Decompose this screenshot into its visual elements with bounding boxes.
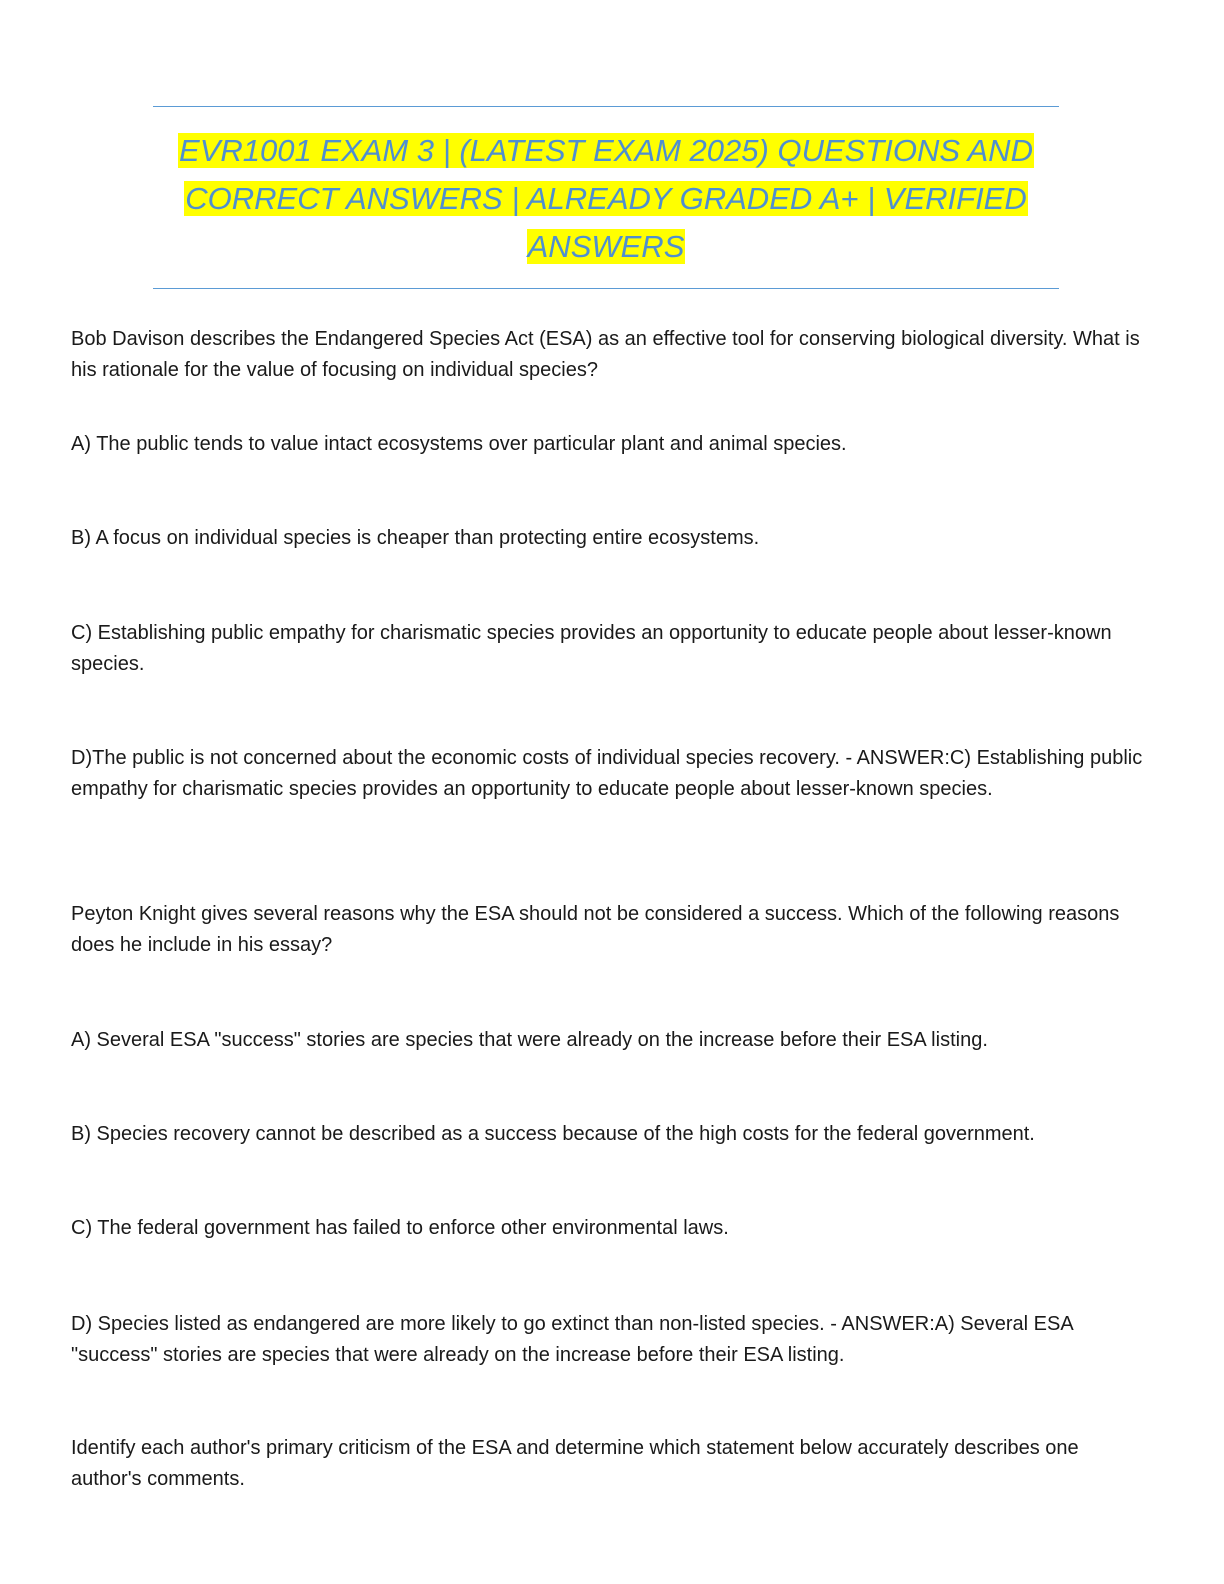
document-title-text: EVR1001 EXAM 3 | (LATEST EXAM 2025) QUESTIONS AND CORRECT ANSWERS | ALREADY GRADED A+ | VERIFIED ANSWERS: [179, 133, 1033, 264]
question-1-option-c: C) Establishing public empathy for charismatic species provides an opportunity to educate people about lesser-known species.: [71, 622, 1112, 675]
question-2-option-c: C) The federal government has failed to enforce other environmental laws.: [71, 1217, 729, 1239]
document-title: [153, 127, 1059, 271]
question-1-option-b: B) A focus on individual species is cheaper than protecting entire ecosystems.: [71, 527, 760, 549]
question-2-option-b: B) Species recovery cannot be described as a success because of the high costs for the federal government.: [71, 1123, 1035, 1145]
question-1-prompt: Bob Davison describes the Endangered Species Act (ESA) as an effective tool for conserving biological diversity. What is his rationale for the value of focusing on individual species?: [71, 328, 1140, 381]
title-top-rule: [153, 106, 1059, 107]
question-1-option-a: A) The public tends to value intact ecosystems over particular plant and animal species.: [71, 433, 847, 455]
title-bottom-rule: [153, 288, 1059, 289]
question-2-option-d-answer: D) Species listed as endangered are more likely to go extinct than non-listed species. - ANSWER:A) Several ESA "success" stories are species that were already on the increase before their ESA listing.: [71, 1313, 1073, 1366]
question-3-prompt: Identify each author's primary criticism of the ESA and determine which statement below accurately describes one author's comments.: [71, 1437, 1079, 1490]
question-2-option-a: A) Several ESA "success" stories are species that were already on the increase before their ESA listing.: [71, 1029, 988, 1051]
question-1-option-d-answer: D)The public is not concerned about the economic costs of individual species recovery. - ANSWER:C) Establishing public empathy for charismatic species provides an opportunity to educate people about lesser-known species.: [71, 747, 1143, 800]
question-2-prompt: Peyton Knight gives several reasons why the ESA should not be considered a success. Which of the following reasons does he include in his essay?: [71, 903, 1120, 956]
